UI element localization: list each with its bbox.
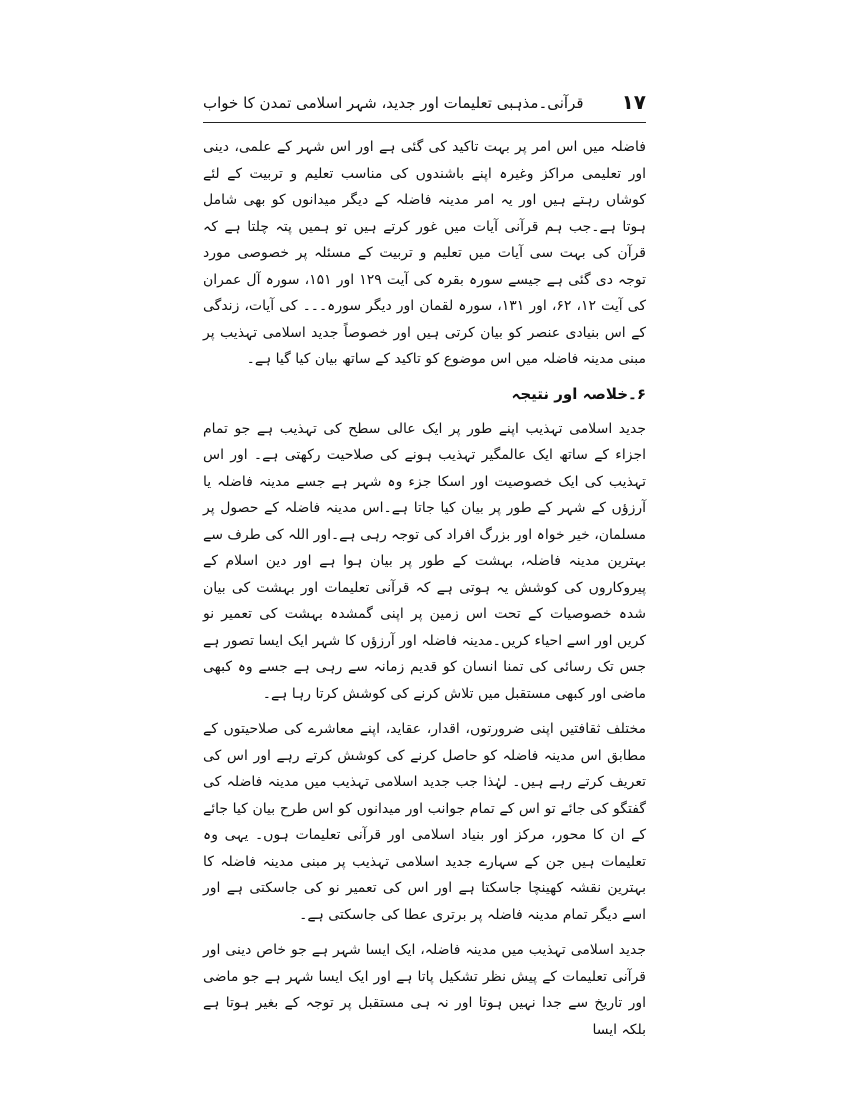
paragraph-1: فاضلہ میں اس امر پر بہت تاکید کی گئی ہے اور اس شہر کے علمی، دینی اور تعلیمی مراکز وغیرہ اپنے باشندوں کی مناسب تعلیم و تربیت کے لئے کوشاں رہتے ہیں اور یہ امر مدینہ فاضلہ کے دیگر میدانوں کو بھی شامل ہوتا ہے۔جب ہم قرآنی آیات میں غور کرتے ہیں تو ہمیں پتہ چلتا ہے کہ قرآن کی بہت سی آیات میں تعلیم و تربیت کے مسئلہ پر خصوصی مورد توجہ دی گئی ہے جیسے سورہ بقرہ کی آیت ۱۲۹ اور ۱۵۱، سورہ آل عمران کی آیت ۱۲، ۶۲، اور ۱۳۱، سورہ لقمان اور دیگر سورہ۔۔۔ کی آیات، زندگی کے اس بنیادی عنصر کو بیان کرتی ہیں اور خصوصاً جدید اسلامی تہذیب پر مبنی مدینہ فاضلہ میں اس موضوع کو تاکید کے ساتھ بیان کیا گیا ہے۔ bbox=[203, 139, 647, 367]
page-header bbox=[203, 86, 646, 123]
paragraph-4: جدید اسلامی تہذیب میں مدینہ فاضلہ، ایک ایسا شہر ہے جو خاص دینی اور قرآنی تعلیمات کے پیش نظر تشکیل پاتا ہے اور ایک ایسا شہر ہے جو ماضی اور تاریخ سے جدا نہیں ہوتا اور نہ ہی مستقبل پر توجہ کے بغیر ہوتا ہے بلکہ ایسا bbox=[203, 942, 646, 1038]
section-heading: ۶۔خلاصہ اور نتیجہ bbox=[511, 384, 646, 403]
running-title: قرآنی۔مذہبی تعلیمات اور جدید، شہر اسلامی تمدن کا خواب bbox=[203, 94, 584, 112]
paragraph-2: جدید اسلامی تہذیب اپنے طور پر ایک عالی سطح کی تہذیب ہے جو تمام اجزاء کے ساتھ ایک عالمگیر تہذیب ہونے کی صلاحیت رکھتی ہے۔ اور اس تہذیب کی ایک خصوصیت اور اسکا جزء وہ شہر ہے جسے مدینہ فاضلہ یا آرزؤں کے شہر کے طور پر بیان کیا جاتا ہے۔اس مدینہ فاضلہ کے حصول پر مسلمان، خیر خواہ اور بزرگ افراد کی توجہ رہی ہے۔اور اللہ کی طرف سے بہترین مدینہ فاضلہ، بہشت کے طور پر بیان ہوا ہے اور دین اسلام کے پیروکاروں کی کوشش یہ ہوتی ہے کہ قرآنی تعلیمات اور بہشت کی بیان شدہ خصوصیات کے تحت اس زمین پر اپنی گمشدہ بہشت کی تعمیر نو کریں اور اسے احیاء کریں۔مدینہ فاضلہ اور آرزؤں کا شہر ایک ایسا تصور ہے جس تک رسائی کی تمنا انسان کو قدیم زمانہ سے رہی ہے جسے وہ کبھی ماضی اور کبھی مستقبل میں تلاش کرنے کی کوشش کرتا رہا ہے۔ bbox=[203, 420, 646, 702]
paragraph-3: مختلف ثقافتیں اپنی ضرورتوں، اقدار، عقاید، اپنے معاشرے کی صلاحیتوں کے مطابق اس مدینہ فاضلہ کو حاصل کرنے کی کوشش کرتے رہے اور اس کی تعریف کرتے رہے ہیں۔ لہٰذا جب جدید اسلامی تہذیب میں مدینہ فاضلہ کی گفتگو کی جائے تو اس کے تمام جوانب اور میدانوں کو اس طرح بیان کیا جائے کے ان کا محور، مرکز اور بنیاد اسلامی اور قرآنی تعلیمات ہوں۔ یہی وہ تعلیمات ہیں جن کے سہارے جدید اسلامی تہذیب پر مبنی مدینہ فاضلہ کا بہترین نقشہ کھینچا جاسکتا ہے اور اس کی تعمیر نو کی جاسکتی ہے اور اسے دیگر تمام مدینہ فاضلہ پر برتری عطا کی جاسکتی ہے۔ bbox=[203, 721, 646, 923]
page-number: ۱۷ bbox=[621, 90, 646, 114]
page-body bbox=[203, 134, 646, 1054]
